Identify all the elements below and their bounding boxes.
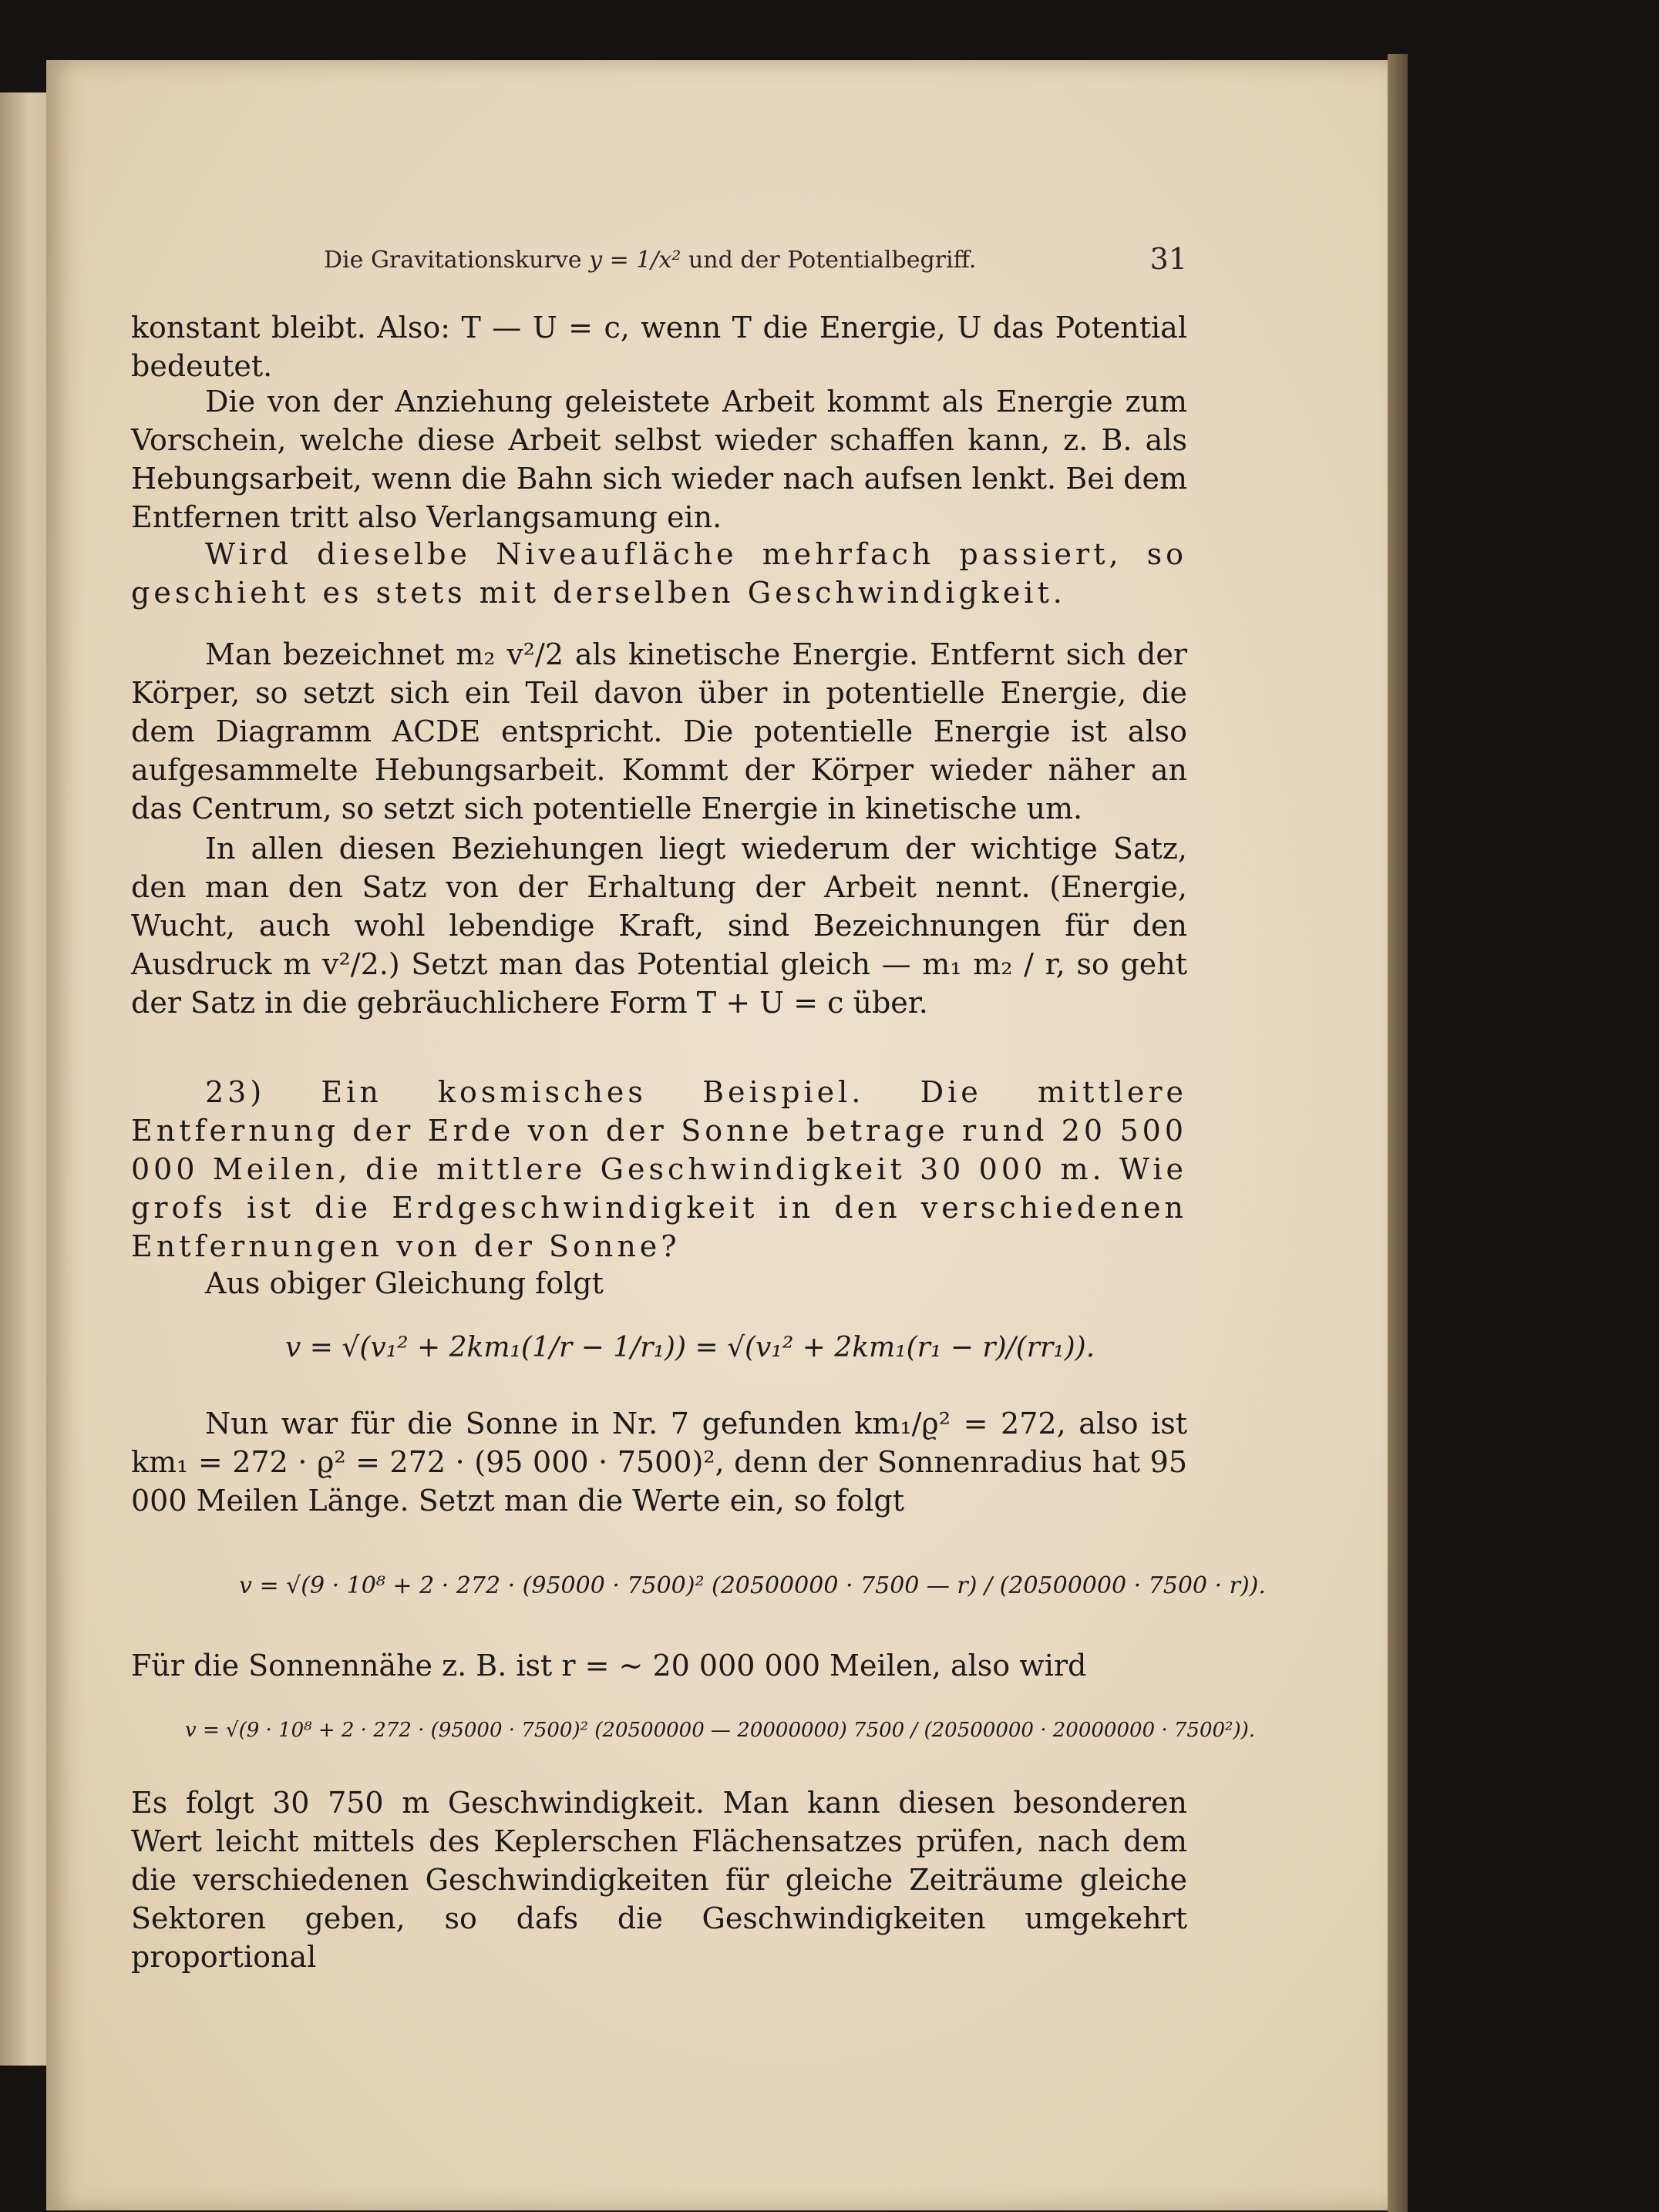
paragraph-1: konstant bleibt. Also: T — U = c, wenn T die Energie, U das Potential bedeutet.: [131, 311, 1187, 383]
equation-2: v = √(9 · 10⁸ + 2 · 272 · (95000 · 7500)² (20500000 · 7500 — r) / (20500000 · 7500 · r)).: [239, 1572, 1266, 1599]
equation-3: v = √(9 · 10⁸ + 2 · 272 · (95000 · 7500)² (20500000 — 20000000) 7500 / (20500000 · 20000000 · 7500²)).: [185, 1719, 1256, 1742]
paragraph-10: Es folgt 30 750 m Geschwindigkeit. Man kann diesen besonderen Wert leicht mittels des Keplerschen Flächensatzes prüfen, nach dem die verschiedenen Geschwindigkeiten für gleiche Zeiträume gleiche Sektoren geben, so dafs die Geschwindigkeiten umgekehrt proportional: [131, 1786, 1187, 1974]
running-header: [324, 231, 1187, 293]
paragraph-3: Wird dieselbe Niveaufläche mehrfach passiert, so geschieht es stets mit derselben Geschwindigkeit.: [131, 537, 1187, 610]
paragraph-8: Nun war für die Sonne in Nr. 7 gefunden km₁/ϱ² = 272, also ist km₁ = 272 · ϱ² = 272 · (95 000 · 7500)², denn der Sonnenradius hat 95 000 Meilen Länge. Setzt man die Werte ein, so folgt: [131, 1407, 1187, 1518]
book-cover-edge: [1388, 54, 1408, 2212]
paragraph-6: 23) Ein kosmisches Beispiel. Die mittlere Entfernung der Erde von der Sonne betrage rund 20 500 000 Meilen, die mittlere Geschwindigkeit 30 000 m. Wie grofs ist die Erdgeschwindigkeit in den verschiedenen Entfernungen von der Sonne?: [131, 1075, 1187, 1263]
page-number: 31: [1149, 242, 1187, 276]
paragraph-2: Die von der Anziehung geleistete Arbeit kommt als Energie zum Vorschein, welche diese Arbeit selbst wieder schaffen kann, z. B. als Hebungsarbeit, wenn die Bahn sich wieder nach aufsen lenkt. Bei dem Entfernen tritt also Verlangsamung ein.: [131, 385, 1187, 534]
paragraph-9: Für die Sonnennähe z. B. ist r = ∼ 20 000 000 Meilen, also wird: [131, 1649, 1087, 1683]
paragraph-5: In allen diesen Beziehungen liegt wiederum der wichtige Satz, den man den Satz von der Erhaltung der Arbeit nennt. (Energie, Wucht, auch wohl lebendige Kraft, sind Bezeichnungen für den Ausdruck m v²/2.) Setzt man das Potential gleich — m₁ m₂ / r, so geht der Satz in die gebräuchlichere Form T + U = c über.: [131, 832, 1187, 1020]
equation-1: v = √(v₁² + 2km₁(1/r − 1/r₁)) = √(v₁² + 2km₁(r₁ − r)/(rr₁)).: [285, 1332, 1095, 1363]
header-text: Die Gravitationskurve y = 1/x² und der Potentialbegriff.: [324, 247, 977, 274]
header-formula: y = 1/x²: [589, 247, 681, 274]
paragraph-4: Man bezeichnet m₂ v²/2 als kinetische Energie. Entfernt sich der Körper, so setzt sich ein Teil davon über in potentielle Energie, die dem Diagramm ACDE entspricht. Die potentielle Energie ist also aufgesammelte Hebungsarbeit. Kommt der Körper wieder näher an das Centrum, so setzt sich potentielle Energie in kinetische um.: [131, 637, 1187, 825]
paragraph-7: Aus obiger Gleichung folgt: [205, 1266, 604, 1300]
